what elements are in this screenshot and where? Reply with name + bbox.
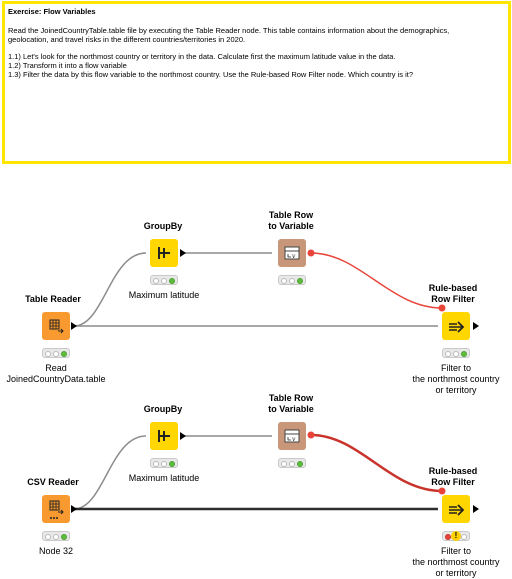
status-dot <box>45 534 51 540</box>
groupby-node[interactable] <box>150 239 178 267</box>
output-port-triangle[interactable] <box>180 249 186 257</box>
status-dot-executed <box>297 461 303 467</box>
annotation-line: 1.3) Filter the data by this flow variable to the northmost country. Use the Rule-based Row Filter node. Which country is it? <box>8 70 414 79</box>
annotation-title: Exercise: Flow Variables <box>8 7 96 16</box>
node-description: Node 32 <box>38 546 74 556</box>
status-dot <box>289 278 295 284</box>
table-row-to-variable-icon <box>278 422 306 450</box>
flow-variable-port[interactable] <box>439 305 446 312</box>
status-dot <box>281 278 287 284</box>
flow-variable-port[interactable] <box>308 250 315 257</box>
node-status-light <box>442 348 470 358</box>
table-row-to-variable-node[interactable] <box>278 422 306 450</box>
node-description: Read <box>45 363 67 373</box>
status-dot <box>53 351 59 357</box>
status-dot <box>161 461 167 467</box>
node-name: Table Reader <box>25 294 81 304</box>
flow-variable-port[interactable] <box>308 432 315 439</box>
node-description: the northmost country <box>412 557 500 567</box>
node-status-light <box>42 531 70 541</box>
output-port-triangle[interactable] <box>71 322 77 330</box>
status-dot <box>53 534 59 540</box>
node-name: Rule-based <box>428 283 478 293</box>
output-port-triangle[interactable] <box>473 322 479 330</box>
groupby-node[interactable] <box>150 422 178 450</box>
rule-based-row-filter-node[interactable] <box>442 312 470 340</box>
groupby-icon <box>150 239 178 267</box>
node-status-light <box>150 275 178 285</box>
status-dot <box>445 351 451 357</box>
status-dot <box>153 278 159 284</box>
annotation-line: geolocation, and travel risks in the different countries/territories in 2020. <box>8 35 246 44</box>
node-name: GroupBy <box>143 221 183 231</box>
node-name: to Variable <box>268 221 314 231</box>
node-name: Row Filter <box>431 477 475 487</box>
status-dot-executed <box>169 278 175 284</box>
svg-text:v: v <box>292 436 296 443</box>
node-status-light <box>278 458 306 468</box>
flow-variable-connection-1[interactable] <box>311 253 442 308</box>
svg-text:v: v <box>292 253 296 260</box>
flow-variable-connection-2[interactable] <box>311 435 442 491</box>
status-dot <box>289 461 295 467</box>
node-name: GroupBy <box>143 404 183 414</box>
status-dot-executed <box>169 461 175 467</box>
status-dot <box>45 351 51 357</box>
node-description: Filter to <box>440 546 472 556</box>
node-status-light <box>150 458 178 468</box>
status-dot <box>461 534 467 540</box>
node-status-light <box>42 348 70 358</box>
node-name: Rule-based <box>428 466 478 476</box>
node-description: the northmost country <box>412 374 500 384</box>
row-filter-icon <box>442 495 470 523</box>
status-dot <box>281 461 287 467</box>
node-name: Row Filter <box>431 294 475 304</box>
status-dot-executed <box>61 351 67 357</box>
flow-variable-port[interactable] <box>439 488 446 495</box>
table-row-to-variable-icon <box>278 239 306 267</box>
node-description: Filter to <box>440 363 472 373</box>
csv-reader-node[interactable] <box>42 495 70 523</box>
table-reader-node[interactable] <box>42 312 70 340</box>
status-dot <box>161 278 167 284</box>
groupby-icon <box>150 422 178 450</box>
table-row-to-variable-node[interactable] <box>278 239 306 267</box>
rule-based-row-filter-node[interactable] <box>442 495 470 523</box>
status-dot-executed <box>297 278 303 284</box>
csv-reader-icon <box>42 495 70 523</box>
warning-icon[interactable]: ! <box>451 531 461 541</box>
node-description: Maximum latitude <box>128 290 200 300</box>
node-description: or territory <box>435 568 477 578</box>
status-dot <box>153 461 159 467</box>
row-filter-icon <box>442 312 470 340</box>
table-reader-icon <box>42 312 70 340</box>
node-name: Table Row <box>268 210 314 220</box>
status-dot <box>453 351 459 357</box>
status-dot-executed <box>61 534 67 540</box>
annotation-line: 1.1) Let's look for the northmost country or territory in the data. Calculate first the maximum latitude value in the data. <box>8 52 396 61</box>
output-port-triangle[interactable] <box>473 505 479 513</box>
node-description: or territory <box>435 385 477 395</box>
node-name: CSV Reader <box>27 477 79 487</box>
annotation-line: 1.2) Transform it into a flow variable <box>8 61 127 70</box>
node-name: Table Row <box>268 393 314 403</box>
node-status-light <box>278 275 306 285</box>
output-port-triangle[interactable] <box>71 505 77 513</box>
node-description: JoinedCountryData.table <box>6 374 106 384</box>
annotation-line: Read the JoinedCountryTable.table file by executing the Table Reader node. This table contains information about the demographics, <box>8 26 450 35</box>
output-port-triangle[interactable] <box>180 432 186 440</box>
node-description: Maximum latitude <box>128 473 200 483</box>
status-dot-executed <box>461 351 467 357</box>
node-name: to Variable <box>268 404 314 414</box>
